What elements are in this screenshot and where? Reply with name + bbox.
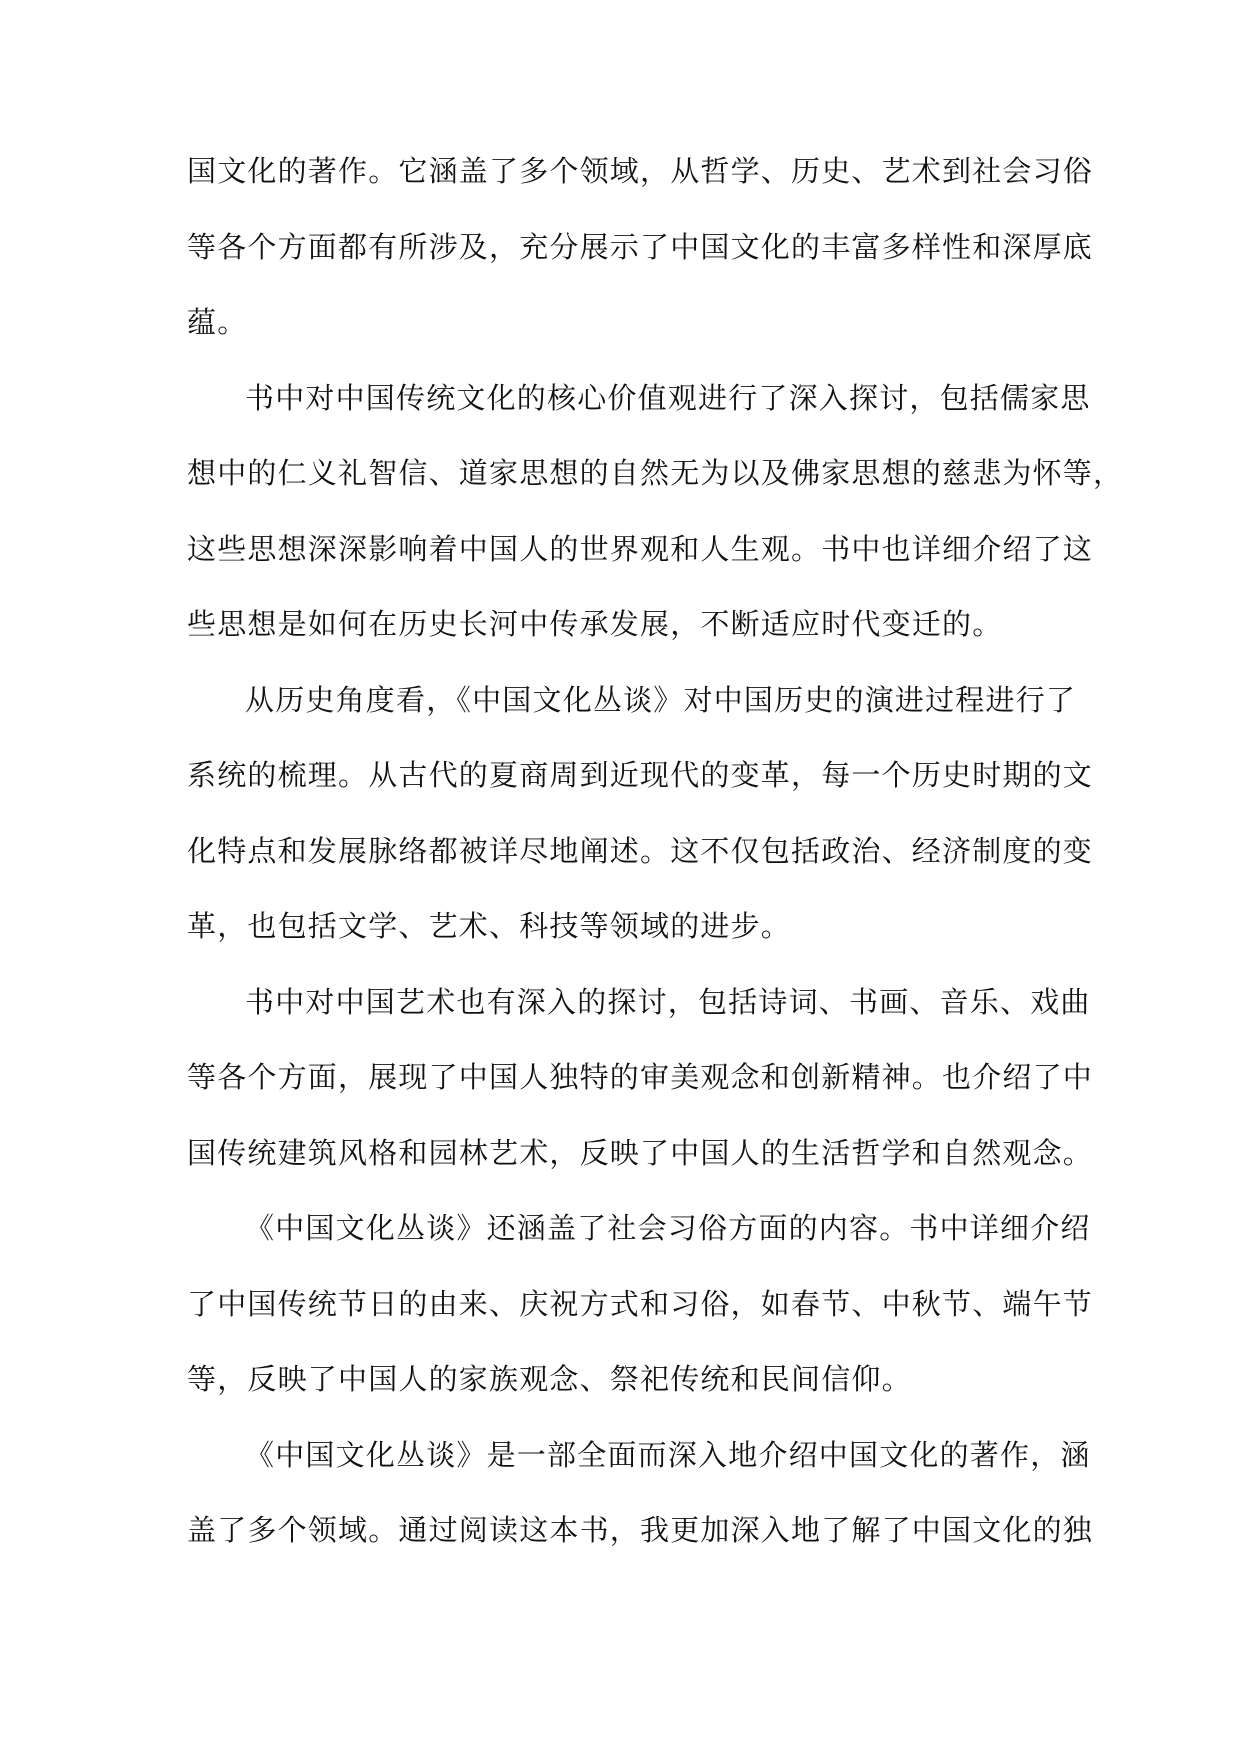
text-line: 盖了多个领域。通过阅读这本书，我更加深入地了解了中国文化的独 <box>187 1513 1094 1547</box>
text-line: 等各个方面都有所涉及，充分展示了中国文化的丰富多样性和深厚底 <box>187 229 1094 264</box>
text-line: 些思想是如何在历史长河中传承发展，不断适应时代变迁的。 <box>187 607 1003 641</box>
paragraph <box>187 975 1094 1202</box>
text-line: 国传统建筑风格和园林艺术，反映了中国人的生活哲学和自然观念。 <box>187 1135 1094 1170</box>
text-line: 等，反映了中国人的家族观念、祭祀传统和民间信仰。 <box>187 1362 912 1396</box>
paragraph <box>187 144 1094 371</box>
text-line: 系统的梳理。从古代的夏商周到近现代的变革，每一个历史时期的文 <box>187 758 1094 792</box>
paragraph <box>187 673 1094 975</box>
text-line: 化特点和发展脉络都被详尽地阐述。这不仅包括政治、经济制度的变 <box>187 833 1094 868</box>
paragraph <box>187 371 1124 673</box>
text-line: 等各个方面，展现了中国人独特的审美观念和创新精神。也介绍了中 <box>187 1060 1094 1094</box>
paragraph <box>187 1428 1094 1579</box>
text-line: 想中的仁义礼智信、道家思想的自然无为以及佛家思想的慈悲为怀等， <box>187 456 1124 490</box>
body-text <box>187 144 1124 1579</box>
text-line: 《中国文化丛谈》是一部全面而深入地介绍中国文化的著作，涵 <box>245 1437 1091 1472</box>
paragraph <box>187 1201 1094 1428</box>
text-line: 革，也包括文学、艺术、科技等领域的进步。 <box>187 909 792 943</box>
text-line: 从历史角度看，《中国文化丛谈》对中国历史的演进过程进行了 <box>245 682 1077 717</box>
text-line: 了中国传统节日的由来、庆祝方式和习俗，如春节、中秋节、端午节 <box>187 1286 1094 1321</box>
text-line: 书中对中国传统文化的核心价值观进行了深入探讨，包括儒家思 <box>245 380 1091 415</box>
text-line: 国文化的著作。它涵盖了多个领域，从哲学、历史、艺术到社会习俗 <box>187 154 1094 188</box>
text-line: 书中对中国艺术也有深入的探讨，包括诗词、书画、音乐、戏曲 <box>245 984 1091 1019</box>
text-line: 蕴。 <box>187 305 248 339</box>
text-line: 这些思想深深影响着中国人的世界观和人生观。书中也详细介绍了这 <box>187 531 1094 566</box>
text-line: 《中国文化丛谈》还涵盖了社会习俗方面的内容。书中详细介绍 <box>245 1211 1091 1245</box>
